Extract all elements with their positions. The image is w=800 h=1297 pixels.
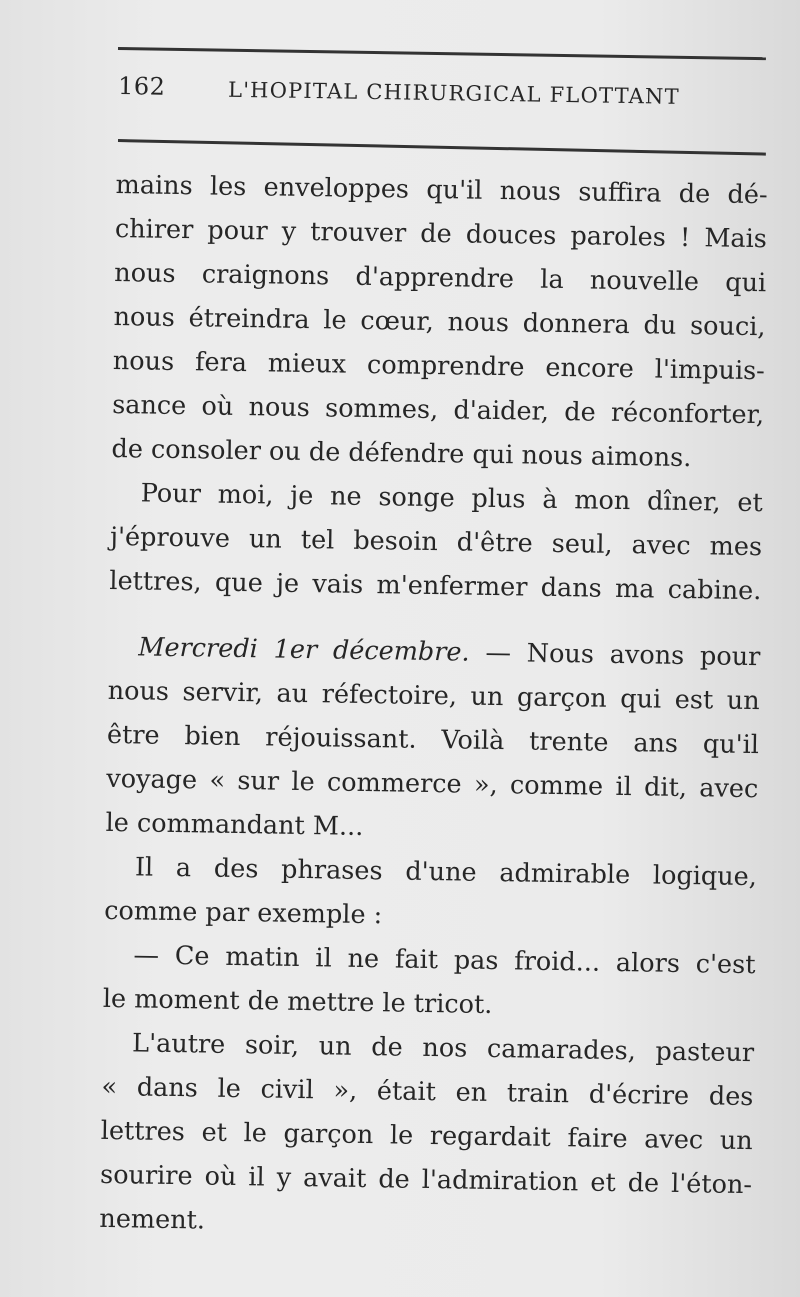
paragraph — [104, 845, 757, 943]
text-line: comme par exemple : — [104, 895, 383, 931]
paragraph — [111, 163, 768, 481]
paragraph — [109, 471, 763, 613]
text-line: de consoler ou de défendre qui nous aimons. — [111, 433, 692, 474]
text-line: voyage « sur le commerce », comme il dit, avec — [106, 763, 759, 805]
text-line: mains les enveloppes qu'il nous suffira de dé- — [115, 169, 768, 211]
text-line: nous fera mieux comprendre encore l'impuis- — [112, 345, 766, 387]
text-line: le commandant M... — [105, 807, 364, 842]
text-line: être bien réjouissant. Voilà trente ans qu'il — [106, 719, 760, 761]
text-line: Pour moi, je ne songe plus à mon dîner, et — [140, 478, 763, 519]
text-line: nous étreindra le cœur, nous donnera du souci, — [113, 301, 766, 343]
text-line: j'éprouve un tel besoin d'être seul, avec mes — [109, 521, 763, 563]
text-line: nous craignons d'apprendre la nouvelle qui — [114, 257, 767, 299]
text-line: nous servir, au réfectoire, un garçon qui est un — [107, 675, 760, 717]
header-bottom-rule — [118, 139, 766, 156]
text-line: lettres, que je vais m'enfermer dans ma cabine. — [109, 565, 762, 607]
text-line: Il a des phrases d'une admirable logique, — [134, 852, 758, 893]
header-top-rule — [118, 47, 766, 60]
text-line: le moment de mettre le tricot. — [102, 983, 493, 1021]
entry-date: Mercredi 1er décembre. — [138, 632, 470, 668]
text-line: lettres et le garçon le regardait faire avec un — [100, 1115, 753, 1157]
running-title: L'HOPITAL CHIRURGICAL FLOTTANT — [227, 77, 680, 109]
text-line: sourire où il y avait de l'admiration et de l'éton- — [99, 1159, 753, 1201]
text-line: « dans le civil », était en train d'écrire des — [101, 1071, 754, 1113]
text-line: — Ce matin il ne fait pas froid... alors c'est — [133, 940, 756, 981]
text-line: nement. — [99, 1203, 206, 1236]
quote — [103, 933, 756, 1031]
page-number: 162 — [117, 72, 166, 101]
diary-entry — [105, 625, 760, 855]
text-line: L'autre soir, un de nos camarades, pasteur — [131, 1028, 755, 1069]
body-text — [99, 163, 768, 1251]
paragraph — [99, 1021, 754, 1251]
entry-opening: — Nous avons pour — [485, 637, 761, 673]
page-header — [118, 72, 779, 122]
text-line: sance où nous sommes, d'aider, de réconforter, — [111, 389, 765, 431]
text-line: chirer pour y trouver de douces paroles ! Mais — [114, 213, 768, 255]
